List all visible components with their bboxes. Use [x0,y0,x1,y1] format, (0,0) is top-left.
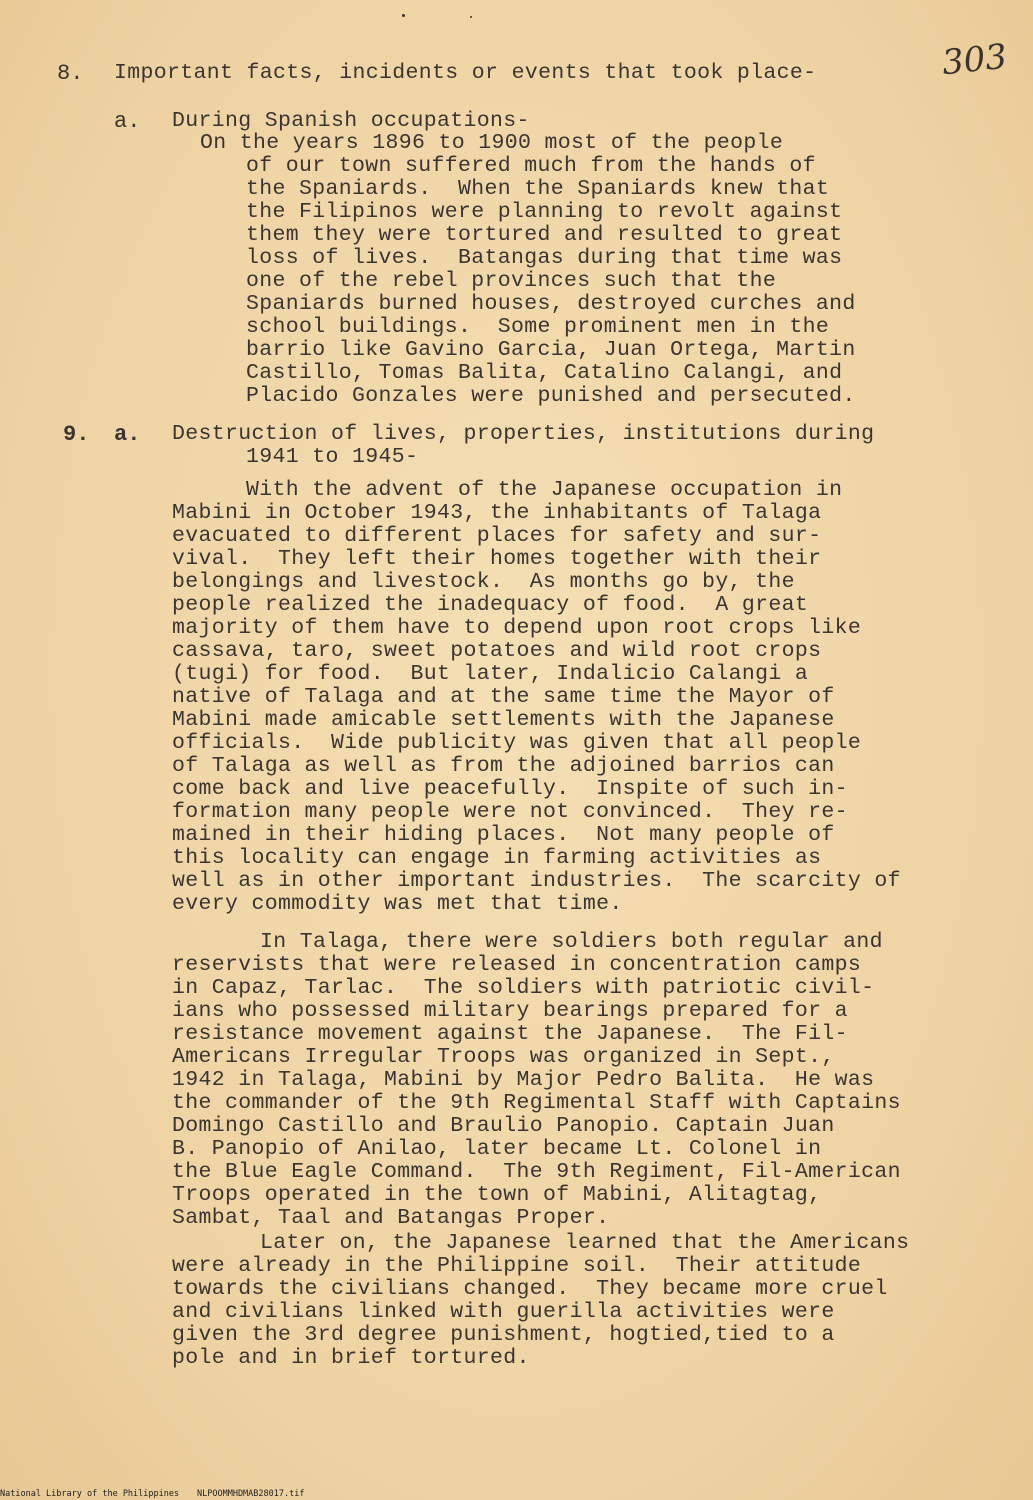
text-line: Mabini made amicable settlements with the Japanese [172,708,835,732]
text-line: ians who possessed military bearings prepared for a [172,999,848,1023]
text-line: in Capaz, Tarlac. The soldiers with patriotic civil- [172,976,875,1000]
text-line: (tugi) for food. But later, Indalicio Calangi a [172,662,809,686]
text-line: Americans Irregular Troops was organized in Sept., [172,1045,835,1069]
text-line: and civilians linked with guerilla activities were [172,1300,835,1324]
section-9-heading-cont: 1941 to 1945- [246,445,419,469]
text-line: of our town suffered much from the hands of [246,154,816,178]
section-9-number: 9. [63,422,90,447]
text-line: barrio like Gavino Garcia, Juan Ortega, Martin [246,338,856,362]
handwritten-page-number: 303 [940,36,1009,84]
text-line: Sambat, Taal and Batangas Proper. [172,1206,610,1230]
text-line: towards the civilians changed. They became more cruel [172,1277,888,1301]
footer-library: National Library of the Philippines [0,1489,180,1499]
text-line: native of Talaga and at the same time the Mayor of [172,685,835,709]
text-line: belongings and livestock. As months go by, the [172,570,795,594]
text-line: reservists that were released in concentration camps [172,953,862,977]
text-line: them they were tortured and resulted to great [246,223,843,247]
text-line: school buildings. Some prominent men in the [246,315,830,339]
text-line: Mabini in October 1943, the inhabitants of Talaga [172,501,822,525]
text-line: Troops operated in the town of Mabini, Alitagtag, [172,1183,822,1207]
text-line: Castillo, Tomas Balita, Catalino Calangi, and [246,361,843,385]
text-line: given the 3rd degree punishment, hogtied,tied to a [172,1323,835,1347]
text-line: 1942 in Talaga, Mabini by Major Pedro Balita. He was [172,1068,875,1092]
text-line: come back and live peacefully. Inspite of such in- [172,777,848,801]
text-line: were already in the Philippine soil. Their attitude [172,1254,862,1278]
text-line: Domingo Castillo and Braulio Panopio. Captain Juan [172,1114,835,1138]
text-line: majority of them have to depend upon root crops like [172,616,862,640]
text-line: the Spaniards. When the Spaniards knew that [246,177,830,201]
section-8-number: 8. [57,61,84,86]
section-8a-heading: During Spanish occupations- [172,109,530,133]
text-line: In Talaga, there were soldiers both regular and [260,930,883,954]
text-line: Placido Gonzales were punished and persecuted. [246,384,856,408]
text-line: resistance movement against the Japanese. The Fil- [172,1022,848,1046]
text-line: vival. They left their homes together with their [172,547,822,571]
text-line: the Blue Eagle Command. The 9th Regiment, Fil-American [172,1160,901,1184]
text-line: well as in other important industries. The scarcity of [172,869,901,893]
text-line: cassava, taro, sweet potatoes and wild root crops [172,639,822,663]
paper-speck [402,14,405,17]
text-line: Spaniards burned houses, destroyed curches and [246,292,856,316]
text-line: the commander of the 9th Regimental Staff with Captains [172,1091,901,1115]
text-line: officials. Wide publicity was given that all people [172,731,862,755]
paper-speck [470,16,472,18]
text-line: B. Panopio of Anilao, later became Lt. Colonel in [172,1137,822,1161]
text-line: On the years 1896 to 1900 most of the people [200,131,784,155]
section-9-heading: Destruction of lives, properties, institutions during [172,422,875,446]
section-8-heading: Important facts, incidents or events that took place- [114,61,817,85]
text-line: Later on, the Japanese learned that the Americans [260,1231,910,1255]
section-8a-number: a. [114,109,141,134]
text-line: every commodity was met that time. [172,892,623,916]
text-line: of Talaga as well as from the adjoined barrios can [172,754,835,778]
text-line: people realized the inadequacy of food. A great [172,593,809,617]
text-line: the Filipinos were planning to revolt against [246,200,843,224]
section-9a-number: a. [114,422,141,447]
text-line: one of the rebel provinces such that the [246,269,777,293]
text-line: mained in their hiding places. Not many people of [172,823,835,847]
text-line: loss of lives. Batangas during that time was [246,246,843,270]
text-line: pole and in brief tortured. [172,1346,530,1370]
text-line: With the advent of the Japanese occupation in [246,478,843,502]
text-line: formation many people were not convinced. They re- [172,800,848,824]
text-line: this locality can engage in farming activities as [172,846,822,870]
footer-filename: NLPOOMMHDMAB28017.tif [197,1489,305,1499]
text-line: evacuated to different places for safety and sur- [172,524,822,548]
